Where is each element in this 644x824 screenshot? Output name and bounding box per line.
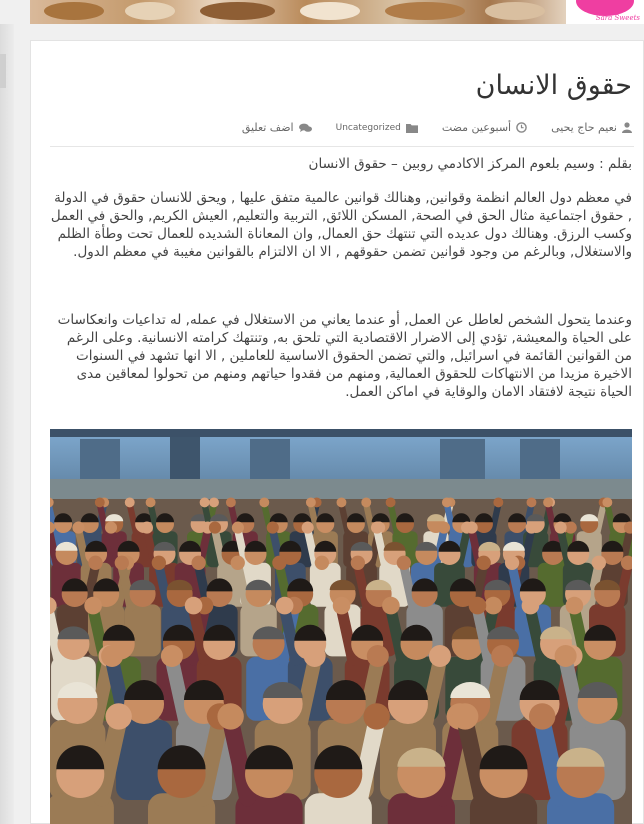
raised-hand xyxy=(217,703,243,729)
raised-hand xyxy=(84,597,102,615)
raised-hand xyxy=(115,556,129,570)
food-image xyxy=(385,2,465,20)
raised-hand xyxy=(555,645,577,667)
folder-icon xyxy=(406,123,418,133)
raised-hand xyxy=(529,703,555,729)
meta-date xyxy=(442,121,527,134)
paragraph-text: وعندما يتحول الشخص لعاطل عن العمل, أو عندما يعاني من الاستغلال في عمله, له تداعيات وانعكاسات على الحياة والمعيشة, تؤدي إلى الاضرار الاقتصادية التي تلحق به, وتنتهك كرامته الانسانية. وعلى الرغم من القوانين القائمة في اسرائيل, والتي تضمن الحقوق الاساسية للعاملين , الا انها تشهد في السنوات الاخيرة مزيدا من الانتهاكات للحقوق العمالية, ومنهم من فقدوا حياتهم ومنهم من تحولوا لمعاقين مدى الحياة نتيجة لافتقاد الامان والوقاية في اماكن العمل. xyxy=(57,312,632,400)
raised-hand xyxy=(125,497,135,507)
raised-hand xyxy=(259,497,269,507)
raised-hand xyxy=(315,556,329,570)
raised-hand xyxy=(592,556,606,570)
raised-hand xyxy=(485,597,503,615)
left-sidebar-edge xyxy=(0,24,14,824)
user-icon xyxy=(622,122,632,133)
meta-author[interactable] xyxy=(551,121,632,134)
author-name[interactable]: نعيم حاج يحيى xyxy=(551,121,617,134)
raised-hand xyxy=(555,522,567,534)
post-meta xyxy=(242,121,632,134)
raised-hand xyxy=(397,556,411,570)
post-paragraph-2 xyxy=(50,311,632,401)
raised-hand xyxy=(267,522,279,534)
paragraph-text: في معظم دول العالم انظمة وقوانين, وهنالك قوانين عالمية متفق عليها , ويحق للانسان حقوق في الدولة , حقوق اجتماعية مثال الحق في الصحة, المسكن اللائق, التربية والتعليم, العيش الكريم, والحق في العمل وكسب الرزق. وهنالك دول عديده التي تنتهك حق العمال, وان المعاناة الشديده للعمال تحت وطأة الظلم والاستغلال, وبالرغم من وجود قوانين تضمن حقوقهم , الا ان الالتزام بالقوانين مغيبة في معظم الدول. xyxy=(50,190,632,260)
raised-hand xyxy=(429,645,451,667)
meta-comments[interactable] xyxy=(242,121,312,134)
post-byline xyxy=(50,155,632,173)
post-title[interactable]: حقوق الانسان xyxy=(475,70,632,101)
raised-hand xyxy=(209,522,221,534)
raised-hand xyxy=(452,703,478,729)
raised-hand xyxy=(351,556,365,570)
children-crowd-photo xyxy=(50,429,632,824)
raised-hand xyxy=(493,497,503,507)
raised-hand xyxy=(302,522,314,534)
raised-hand xyxy=(209,497,219,507)
food-image xyxy=(485,2,545,20)
raised-hand xyxy=(363,703,389,729)
raised-hand xyxy=(442,497,452,507)
logo-text: Sara Sweets xyxy=(595,14,640,22)
raised-hand xyxy=(491,645,513,667)
category-link[interactable]: Uncategorized xyxy=(335,122,401,133)
post-date: أسبوعين مضت xyxy=(441,121,512,134)
raised-hand xyxy=(469,597,487,615)
food-image xyxy=(125,2,175,20)
raised-hand xyxy=(477,556,491,570)
raised-hand xyxy=(226,497,236,507)
header-banner xyxy=(30,0,644,24)
raised-hand xyxy=(602,497,612,507)
meta-category[interactable] xyxy=(336,123,418,133)
raised-hand xyxy=(101,645,123,667)
raised-hand xyxy=(527,497,537,507)
raised-hand xyxy=(505,556,519,570)
raised-hand xyxy=(231,556,245,570)
raised-hand xyxy=(141,522,153,534)
raised-hand xyxy=(438,522,450,534)
raised-hand xyxy=(185,597,203,615)
byline-text: بقلم : وسيم بلعوم المركز الاكادمي روبين – حقوق الانسان xyxy=(308,156,632,172)
raised-hand xyxy=(192,556,206,570)
raised-hand xyxy=(386,497,396,507)
raised-hand xyxy=(371,522,383,534)
meta-divider xyxy=(50,146,634,147)
raised-hand xyxy=(232,522,244,534)
post-paragraph-1 xyxy=(50,189,632,261)
comments-icon xyxy=(299,123,312,133)
raised-hand xyxy=(200,497,210,507)
raised-hand xyxy=(105,522,117,534)
raised-hand xyxy=(566,597,584,615)
post-featured-image xyxy=(50,429,632,824)
raised-hand xyxy=(382,597,400,615)
raised-hand xyxy=(72,522,84,534)
raised-hand xyxy=(88,556,102,570)
raised-hand xyxy=(306,497,316,507)
site-logo[interactable] xyxy=(566,0,644,24)
raised-hand xyxy=(161,645,183,667)
raised-hand xyxy=(337,497,347,507)
raised-hand xyxy=(525,522,537,534)
raised-hand xyxy=(152,556,166,570)
raised-hand xyxy=(304,645,326,667)
raised-hand xyxy=(146,497,156,507)
raised-hand xyxy=(361,497,371,507)
raised-hand xyxy=(276,597,294,615)
raised-hand xyxy=(543,497,553,507)
sidebar-tab xyxy=(0,54,6,88)
raised-hand xyxy=(95,497,105,507)
clock-icon xyxy=(516,122,527,133)
food-image xyxy=(44,2,104,20)
food-image xyxy=(200,2,275,20)
raised-hand xyxy=(367,645,389,667)
raised-hand xyxy=(272,556,286,570)
raised-hand xyxy=(466,522,478,534)
raised-hand xyxy=(333,597,351,615)
raised-hand xyxy=(105,703,131,729)
food-image xyxy=(300,2,360,20)
add-comment-link[interactable]: اضف تعليق xyxy=(241,121,294,134)
raised-hand xyxy=(522,597,540,615)
